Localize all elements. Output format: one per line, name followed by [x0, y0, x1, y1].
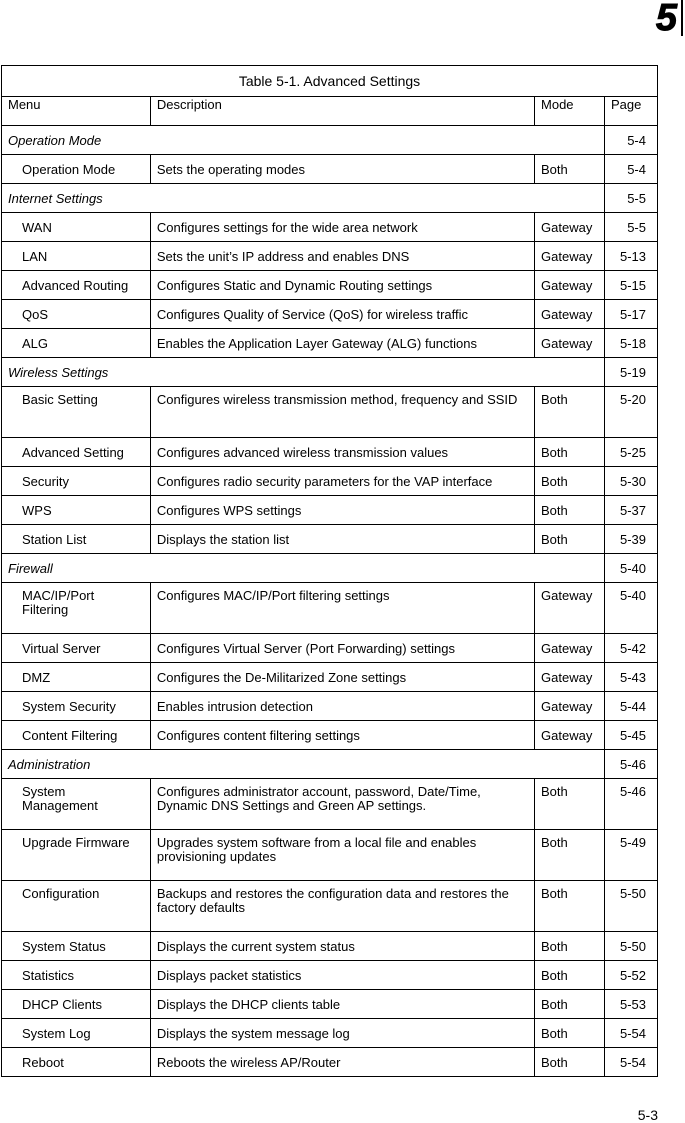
- row-page: 5-50: [604, 881, 657, 932]
- row-description: Configures Static and Dynamic Routing settings: [150, 271, 534, 300]
- table-row: [2, 961, 658, 990]
- row-description: Upgrades system software from a local file and enables provisioning updates: [150, 830, 534, 881]
- row-description: Configures advanced wireless transmission values: [150, 438, 534, 467]
- table-row: [2, 932, 658, 961]
- row-mode: Gateway: [535, 634, 605, 663]
- table-row: [2, 438, 658, 467]
- row-page: 5-54: [604, 1048, 657, 1077]
- table-row: [2, 663, 658, 692]
- table-group-row: [2, 184, 658, 213]
- row-menu: Reboot: [2, 1048, 151, 1077]
- table-row: [2, 1019, 658, 1048]
- table-row: [2, 583, 658, 634]
- row-page: 5-18: [604, 329, 657, 358]
- table-group-row: [2, 554, 658, 583]
- table-row: [2, 300, 658, 329]
- table-row: [2, 881, 658, 932]
- row-mode: Gateway: [535, 692, 605, 721]
- table-group-row: [2, 750, 658, 779]
- row-description: Configures radio security parameters for the VAP interface: [150, 467, 534, 496]
- row-page: 5-42: [604, 634, 657, 663]
- row-menu: LAN: [2, 242, 151, 271]
- table-caption-row: [2, 66, 658, 97]
- page-number: 5-3: [637, 1107, 658, 1123]
- row-description: Configures MAC/IP/Port filtering settings: [150, 583, 534, 634]
- row-mode: Gateway: [535, 721, 605, 750]
- row-menu: Statistics: [2, 961, 151, 990]
- row-description: Sets the unit’s IP address and enables DNS: [150, 242, 534, 271]
- row-menu: QoS: [2, 300, 151, 329]
- row-mode: Both: [535, 881, 605, 932]
- row-mode: Both: [535, 525, 605, 554]
- row-mode: Both: [535, 961, 605, 990]
- table-row: [2, 634, 658, 663]
- row-description: Sets the operating modes: [150, 155, 534, 184]
- row-menu: Security: [2, 467, 151, 496]
- row-page: 5-54: [604, 1019, 657, 1048]
- group-label: Administration: [2, 750, 605, 779]
- row-description: Configures Quality of Service (QoS) for wireless traffic: [150, 300, 534, 329]
- row-description: Configures WPS settings: [150, 496, 534, 525]
- row-menu: ALG: [2, 329, 151, 358]
- row-menu: DHCP Clients: [2, 990, 151, 1019]
- row-description: Displays packet statistics: [150, 961, 534, 990]
- row-description: Enables intrusion detection: [150, 692, 534, 721]
- row-page: 5-37: [604, 496, 657, 525]
- row-description: Displays the system message log: [150, 1019, 534, 1048]
- group-page: 5-4: [604, 126, 657, 155]
- row-mode: Gateway: [535, 213, 605, 242]
- row-page: 5-49: [604, 830, 657, 881]
- row-mode: Both: [535, 438, 605, 467]
- group-page: 5-19: [604, 358, 657, 387]
- row-description: Displays the DHCP clients table: [150, 990, 534, 1019]
- row-page: 5-43: [604, 663, 657, 692]
- row-description: Backups and restores the configuration data and restores the factory defaults: [150, 881, 534, 932]
- group-label: Wireless Settings: [2, 358, 605, 387]
- row-menu: System Status: [2, 932, 151, 961]
- row-mode: Gateway: [535, 242, 605, 271]
- row-menu: Content Filtering: [2, 721, 151, 750]
- row-mode: Both: [535, 1019, 605, 1048]
- row-description: Displays the current system status: [150, 932, 534, 961]
- row-menu: Upgrade Firmware: [2, 830, 151, 881]
- row-menu: WAN: [2, 213, 151, 242]
- row-page: 5-40: [604, 583, 657, 634]
- row-menu: Basic Setting: [2, 387, 151, 438]
- group-page: 5-5: [604, 184, 657, 213]
- row-page: 5-15: [604, 271, 657, 300]
- group-label: Firewall: [2, 554, 605, 583]
- row-menu: Virtual Server: [2, 634, 151, 663]
- header-menu: Menu: [2, 97, 151, 126]
- row-menu: DMZ: [2, 663, 151, 692]
- row-menu: Advanced Setting: [2, 438, 151, 467]
- group-page: 5-46: [604, 750, 657, 779]
- chapter-number: 5: [655, 0, 677, 39]
- header-page: Page: [604, 97, 657, 126]
- row-page: 5-13: [604, 242, 657, 271]
- row-mode: Gateway: [535, 583, 605, 634]
- table-row: [2, 242, 658, 271]
- row-menu: Advanced Routing: [2, 271, 151, 300]
- row-description: Configures settings for the wide area network: [150, 213, 534, 242]
- table-row: [2, 830, 658, 881]
- row-mode: Both: [535, 932, 605, 961]
- row-mode: Both: [535, 387, 605, 438]
- row-page: 5-44: [604, 692, 657, 721]
- table-row: [2, 155, 658, 184]
- table-body: [2, 126, 658, 1077]
- table-row: [2, 271, 658, 300]
- table-row: [2, 692, 658, 721]
- row-page: 5-25: [604, 438, 657, 467]
- row-page: 5-45: [604, 721, 657, 750]
- row-description: Displays the station list: [150, 525, 534, 554]
- table-row: [2, 329, 658, 358]
- row-page: 5-50: [604, 932, 657, 961]
- row-page: 5-4: [604, 155, 657, 184]
- row-page: 5-20: [604, 387, 657, 438]
- table-row: [2, 721, 658, 750]
- row-mode: Gateway: [535, 300, 605, 329]
- row-menu: System Security: [2, 692, 151, 721]
- table-row: [2, 496, 658, 525]
- row-mode: Both: [535, 830, 605, 881]
- row-page: 5-5: [604, 213, 657, 242]
- row-menu: MAC/IP/Port Filtering: [2, 583, 151, 634]
- row-description: Configures Virtual Server (Port Forwarding) settings: [150, 634, 534, 663]
- table-row: [2, 213, 658, 242]
- row-description: Configures the De-Militarized Zone settings: [150, 663, 534, 692]
- group-page: 5-40: [604, 554, 657, 583]
- row-description: Enables the Application Layer Gateway (ALG) functions: [150, 329, 534, 358]
- row-page: 5-30: [604, 467, 657, 496]
- table-group-row: [2, 126, 658, 155]
- table-row: [2, 387, 658, 438]
- table-row: [2, 990, 658, 1019]
- row-description: Configures content filtering settings: [150, 721, 534, 750]
- table-row: [2, 779, 658, 830]
- header-description: Description: [150, 97, 534, 126]
- row-description: Reboots the wireless AP/Router: [150, 1048, 534, 1077]
- group-label: Internet Settings: [2, 184, 605, 213]
- row-menu: System Log: [2, 1019, 151, 1048]
- group-label: Operation Mode: [2, 126, 605, 155]
- chapter-tab: [651, 0, 685, 40]
- table-header-row: [2, 97, 658, 126]
- table-caption: Table 5-1. Advanced Settings: [2, 66, 658, 97]
- row-mode: Both: [535, 496, 605, 525]
- row-menu: System Management: [2, 779, 151, 830]
- row-description: Configures administrator account, password, Date/Time, Dynamic DNS Settings and Green AP settings.: [150, 779, 534, 830]
- row-mode: Both: [535, 990, 605, 1019]
- row-page: 5-52: [604, 961, 657, 990]
- row-page: 5-39: [604, 525, 657, 554]
- table-group-row: [2, 358, 658, 387]
- table-row: [2, 467, 658, 496]
- row-mode: Both: [535, 155, 605, 184]
- row-menu: WPS: [2, 496, 151, 525]
- row-mode: Both: [535, 779, 605, 830]
- chapter-bar: [681, 0, 683, 36]
- row-page: 5-53: [604, 990, 657, 1019]
- row-mode: Gateway: [535, 329, 605, 358]
- table-row: [2, 1048, 658, 1077]
- row-menu: Operation Mode: [2, 155, 151, 184]
- row-menu: Configuration: [2, 881, 151, 932]
- row-mode: Both: [535, 467, 605, 496]
- header-mode: Mode: [535, 97, 605, 126]
- row-page: 5-46: [604, 779, 657, 830]
- row-mode: Gateway: [535, 271, 605, 300]
- row-page: 5-17: [604, 300, 657, 329]
- row-description: Configures wireless transmission method, frequency and SSID: [150, 387, 534, 438]
- row-mode: Both: [535, 1048, 605, 1077]
- table-row: [2, 525, 658, 554]
- advanced-settings-table: [1, 65, 658, 1077]
- row-menu: Station List: [2, 525, 151, 554]
- row-mode: Gateway: [535, 663, 605, 692]
